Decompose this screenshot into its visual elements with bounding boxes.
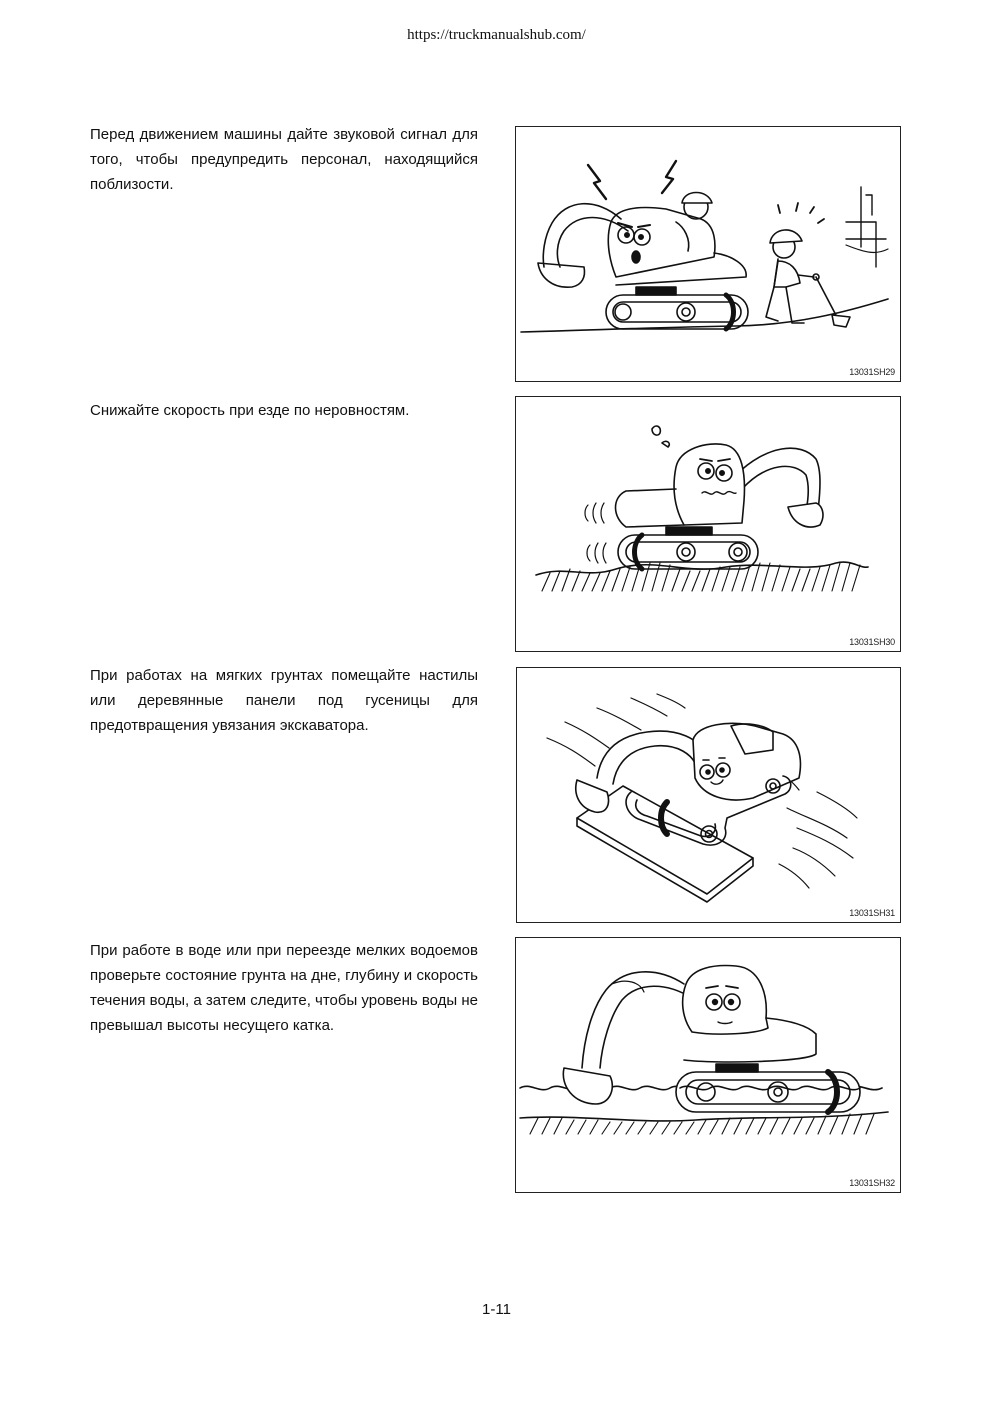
instruction-paragraph-horn: Перед движением машины дайте звуковой сигнал для того, чтобы предупредить персонал, находящийся поблизости.	[90, 126, 478, 193]
header-url: https://truckmanualshub.com/	[407, 27, 586, 43]
page-number: 1-11	[482, 1301, 511, 1318]
instruction-paragraph-soft-ground: При работах на мягких грунтах помещайте настилы или деревянные панели под гусеницы для предотвращения увязания экскаватора.	[90, 667, 478, 734]
illustration-water-crossing	[515, 937, 901, 1193]
excavator-horn-drawing	[516, 127, 901, 382]
instruction-paragraph-water: При работе в воде или при переезде мелких водоемов проверьте состояние грунта на дне, глубину и скорость течения воды, а затем следите, чтобы уровень воды не превышал высоты несущего катка.	[90, 942, 479, 1034]
instruction-paragraph-rough-terrain: Снижайте скорость при езде по неровностям.	[90, 402, 410, 419]
figure-code: 13031SH29	[849, 367, 895, 377]
figure-code: 13031SH30	[849, 637, 895, 647]
figure-code: 13031SH31	[849, 908, 895, 918]
excavator-rough-terrain-drawing	[516, 397, 901, 652]
illustration-horn-warning	[515, 126, 901, 382]
excavator-water-drawing	[516, 938, 901, 1193]
figure-code: 13031SH32	[849, 1178, 895, 1188]
excavator-soft-ground-drawing	[517, 668, 901, 923]
illustration-soft-ground	[516, 667, 901, 923]
illustration-rough-terrain	[515, 396, 901, 652]
